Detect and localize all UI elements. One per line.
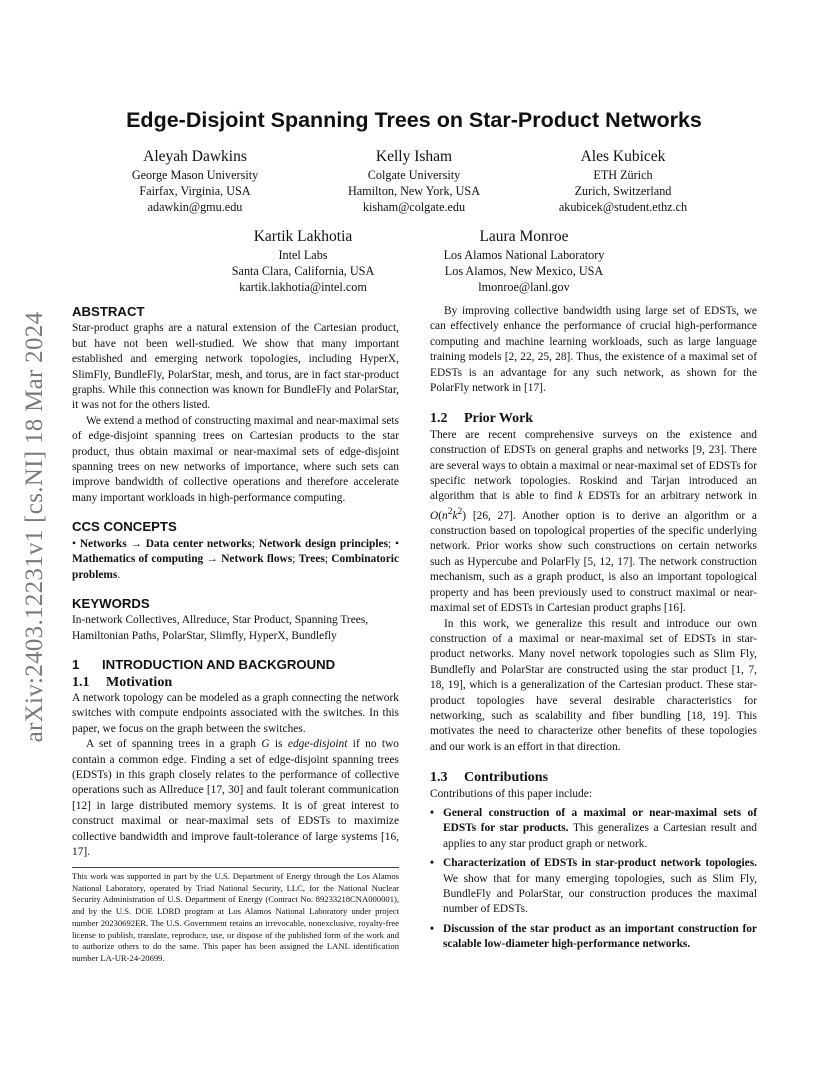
motivation-paragraph: A set of spanning trees in a graph G is edge-disjoint if no two contain a common edge. Finding a set of edge-disjoint spanning trees (EDSTs) in this graph closely relates to the performance of collective operations such as Allreduce [17, 30] and fault tolerant communication [12] in large distributed memory systems. It is of great interest to construct maximal or near-maximal sets of EDSTs to maximize collective bandwidth and improve fault-tolerance of large systems [16, 17]. — [72, 738, 399, 858]
contributions-list — [430, 806, 757, 953]
author-email: kisham@colgate.edu — [362, 200, 466, 214]
subsection-title: Motivation — [106, 674, 173, 690]
arxiv-identifier-sidebar — [22, 292, 48, 762]
author-block-3 — [523, 147, 723, 215]
section-number: 1 — [72, 657, 80, 673]
contribution-text: We show that for many emerging topologies, such as Slim Fly, BundleFly and PolarStar, our construction produces the maximal number of EDSTs. — [443, 872, 757, 916]
contribution-bold: Characterization of EDSTs in star-product network topologies. — [443, 857, 757, 870]
subsection-title: Contributions — [464, 770, 549, 786]
author-affiliation: George Mason University — [131, 168, 259, 182]
left-column — [72, 304, 399, 860]
author-location: Zurich, Switzerland — [574, 184, 672, 198]
contributions-intro: Contributions of this paper include: — [430, 787, 592, 800]
subsection-heading-motivation — [72, 675, 399, 690]
abstract-paragraph: We extend a method of constructing maximal and near-maximal sets of edge-disjoint spanning trees on Cartesian products to the star product, thus obtain maximal or near-maximal sets of edge-disjoint spanning trees on new networks of importance, where such sets can improve bandwidth of collective operations and therefore accelerate many important workloads in high-performance computing. — [72, 414, 399, 504]
subsection-heading-prior-work — [430, 411, 757, 426]
ccs-concepts-text: • Networks → Data center networks; Network design principles; • Mathematics of computing → Network flows; Trees; Combinatoric problems. — [72, 537, 400, 581]
author-block-1 — [95, 147, 295, 215]
footnote: This work was supported in part by the U.S. Department of Energy through the Los Alamos National Laboratory, operated by Triad National Security, LLC, for the National Nuclear Security Administration of U.S. Department of Energy (Contract No. 89233218CNA000001), and by the U.S. DOE LDRD program at Los Alamos National Laboratory under project number 20230692ER. The U.S. Government retains an irrevocable, nonexclusive, royalty-free license to publish, translate, reproduce, use, or dispose of the published form of the work and to authorize others to do the same. This paper has been assigned the LANL identification number LA-UR-24-20699. — [72, 871, 399, 963]
contribution-text: This generalizes a Cartesian result and applies to any star product graph or network. — [443, 822, 757, 850]
ccs-heading: CCS CONCEPTS — [72, 519, 177, 535]
subsection-number: 1.3 — [430, 770, 448, 786]
author-block-5 — [414, 227, 634, 295]
subsection-number: 1.1 — [72, 674, 90, 690]
author-name: Ales Kubicek — [580, 148, 666, 165]
subsection-heading-contributions — [430, 770, 757, 785]
author-affiliation: Colgate University — [367, 168, 461, 182]
keywords-heading: KEYWORDS — [72, 595, 150, 611]
author-name: Kartik Lakhotia — [253, 228, 353, 245]
intro-paragraph: By improving collective bandwidth using large set of EDSTs, we can effectively enhance the performance of crucial high-performance computing and machine learning workloads, such as large language training models [2, 22, 25, 28]. Thus, the existence of a maximal set of EDSTs is an advantage for any such network, as shown for the PolarFly network in [17]. — [430, 305, 757, 395]
author-affiliation: Intel Labs — [278, 248, 328, 262]
subsection-title: Prior Work — [464, 411, 534, 427]
author-location: Fairfax, Virginia, USA — [139, 184, 251, 198]
section-title: INTRODUCTION AND BACKGROUND — [102, 657, 336, 673]
paper-title: Edge-Disjoint Spanning Trees on Star-Product Networks — [126, 108, 702, 132]
contribution-bold: Discussion of the star product as an important construction for scalable low-diameter high-performance networks. — [443, 922, 757, 951]
arxiv-identifier: arXiv:2403.12231v1 [cs.NI] 18 Mar 2024 — [21, 311, 48, 743]
prior-work-paragraph: There are recent comprehensive surveys on the existence and construction of EDSTs on general graphs and networks [9, 23]. There are several ways to obtain a maximal or near-maximal set of EDSTs for specific network topologies. Roskind and Tarjan introduced an algorithm that is able to find k EDSTs for an arbitrary network in $O(n^2k^2)$ [26, 27]. Another option is to derive an algorithm or a construction based on topological properties of the specific underlying network. Prior works show such constructions on certain networks such as Hypercube and PolarFly [5, 12, 17]. The network construction mechanism, such as a graph product, is also an important topological property and has been previously used to construct maximal or near-maximal set of EDSTs in Cartesian product graphs [16]. — [430, 428, 757, 615]
author-location: Los Alamos, New Mexico, USA — [444, 264, 604, 278]
author-name: Kelly Isham — [375, 148, 453, 165]
author-email: adawkin@gmu.edu — [147, 200, 243, 214]
contribution-bold: General construction of a maximal or near-maximal sets of EDSTs for star products. — [443, 806, 757, 835]
abstract-paragraph: Star-product graphs are a natural extension of the Cartesian product, but have not been well-studied. We show that many important established and emerging network topologies, including HyperX, SlimFly, BundleFly, PolarStar, mesh, and torus, are in fact star-product graphs. While this connection was known for BundleFly and PolarStar, it was not for the others listed. — [72, 322, 399, 412]
subsection-number: 1.2 — [430, 411, 448, 427]
list-item — [430, 922, 757, 953]
motivation-paragraph: A network topology can be modeled as a graph connecting the network switches with compute endpoints associated with the switches. In this paper, we focus on the graph between the switches. — [72, 691, 399, 735]
author-location: Santa Clara, California, USA — [231, 264, 375, 278]
author-email: akubicek@student.ethz.ch — [558, 200, 688, 214]
right-column — [430, 304, 757, 957]
list-item — [430, 806, 757, 852]
author-affiliation: Los Alamos National Laboratory — [443, 248, 605, 262]
author-block-4 — [193, 227, 413, 295]
author-name: Laura Monroe — [479, 228, 569, 245]
prior-work-paragraph: In this work, we generalize this result and introduce our own construction of a maximal or near-maximal set of EDSTs in star-product networks. Many novel network topologies such as Slim Fly, Bundlefly and PolarStar are constructed using the star product [1, 7, 18, 19], which is a generalization of the Cartesian product. These star-product topologies have several desirable characteristics for networking, such as scalability and fiber bundling [18, 19]. This motivates the need to characterize other benefits of these topologies and our work is an effort in that direction. — [430, 617, 757, 753]
list-item — [430, 856, 757, 918]
author-location: Hamilton, New York, USA — [347, 184, 481, 198]
keywords-text: In-network Collectives, Allreduce, Star Product, Spanning Trees, Hamiltonian Paths, PolarStar, Slimfly, HyperX, Bundlefly — [72, 614, 369, 642]
footnote-divider — [72, 867, 399, 868]
author-name: Aleyah Dawkins — [143, 148, 247, 165]
abstract-heading: ABSTRACT — [72, 304, 145, 319]
author-block-2 — [314, 147, 514, 215]
author-email: kartik.lakhotia@intel.com — [239, 280, 367, 294]
author-affiliation: ETH Zürich — [593, 168, 653, 182]
section-heading-intro — [72, 657, 399, 672]
author-email: lmonroe@lanl.gov — [478, 280, 570, 294]
